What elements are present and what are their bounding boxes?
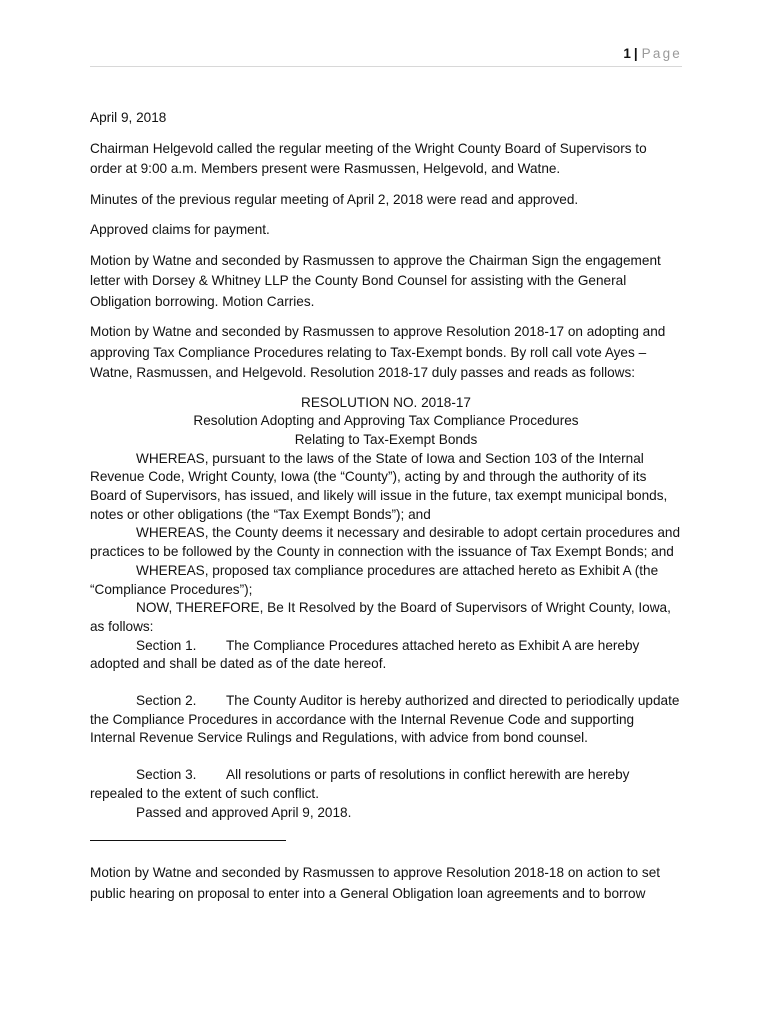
resolution-now-therefore: NOW, THEREFORE, Be It Resolved by the Board of Supervisors of Wright County, Iowa, as follows: — [90, 600, 671, 634]
resolution-passed: Passed and approved April 9, 2018. — [136, 804, 352, 820]
page-header — [90, 46, 682, 67]
section-label: Section 3. — [136, 767, 197, 783]
paragraph-engagement-letter: Motion by Watne and seconded by Rasmussen to approve the Chairman Sign the engagement letter with Dorsey & Whitney LLP the County Bond Counsel for assisting with the General Obligation borrowing. Motion Carries. — [90, 252, 661, 309]
section-text: The Compliance Procedures attached hereto as Exhibit A are hereby adopted and shall be dated as of the date hereof. — [90, 637, 640, 672]
resolution-whereas: WHEREAS, proposed tax compliance procedures are attached hereto as Exhibit A (the “Compliance Procedures”); — [90, 562, 659, 597]
document-body — [90, 108, 682, 914]
page-word: Page — [641, 46, 682, 61]
section-label: Section 2. — [136, 693, 197, 709]
paragraph-resolution-2018-18: Motion by Watne and seconded by Rasmussen to approve Resolution 2018-18 on action to set public hearing on proposal to enter into a General Obligation loan agreements and to borrow — [90, 865, 661, 901]
resolution-whereas: WHEREAS, pursuant to the laws of the State of Iowa and Section 103 of the Internal Revenue Code, Wright County, Iowa (the “County”), acting by and through the authority of its Board of Supervisors, has issued, and likely will issue in the future, tax exempt municipal bonds, notes or other obligations (the “Tax Exempt Bonds”); and — [90, 450, 668, 522]
resolution-section — [90, 766, 682, 803]
section-text: The County Auditor is hereby authorized and directed to periodically update the Compliance Procedures in accordance with the Internal Revenue Code and supporting Internal Revenue Service Rulings and Regulations, with advice from bond counsel. — [90, 693, 680, 746]
resolution-block — [90, 394, 682, 823]
resolution-subtitle: Resolution Adopting and Approving Tax Compliance Procedures — [193, 413, 579, 429]
resolution-subtitle: Relating to Tax-Exempt Bonds — [294, 431, 478, 447]
paragraph-minutes: Minutes of the previous regular meeting of April 2, 2018 were read and approved. — [90, 191, 579, 207]
section-text: All resolutions or parts of resolutions in conflict herewith are hereby repealed to the extent of such conflict. — [90, 767, 630, 801]
resolution-section — [90, 692, 682, 748]
resolution-title: RESOLUTION NO. 2018-17 — [301, 394, 471, 410]
page-separator: | — [633, 46, 638, 61]
horizontal-rule — [90, 840, 286, 841]
resolution-section — [90, 637, 682, 674]
section-label: Section 1. — [136, 637, 197, 653]
paragraph-claims: Approved claims for payment. — [90, 222, 270, 237]
resolution-whereas: WHEREAS, the County deems it necessary and desirable to adopt certain procedures and practices to be followed by the County in connection with the issuance of Tax Exempt Bonds; and — [90, 525, 681, 560]
page-number: 1 — [623, 46, 631, 61]
meeting-date: April 9, 2018 — [90, 110, 167, 125]
paragraph-resolution-motion: Motion by Watne and seconded by Rasmussen to approve Resolution 2018-17 on adopting and approving Tax Compliance Procedures relating to Tax-Exempt bonds. By roll call vote Ayes – Watne, Rasmussen, and Helgevold. Resolution 2018-17 duly passes and reads as follows: — [90, 324, 666, 380]
paragraph-call-to-order: Chairman Helgevold called the regular meeting of the Wright County Board of Supervisors to order at 9:00 a.m. Members present were Rasmussen, Helgevold, and Watne. — [90, 140, 647, 176]
